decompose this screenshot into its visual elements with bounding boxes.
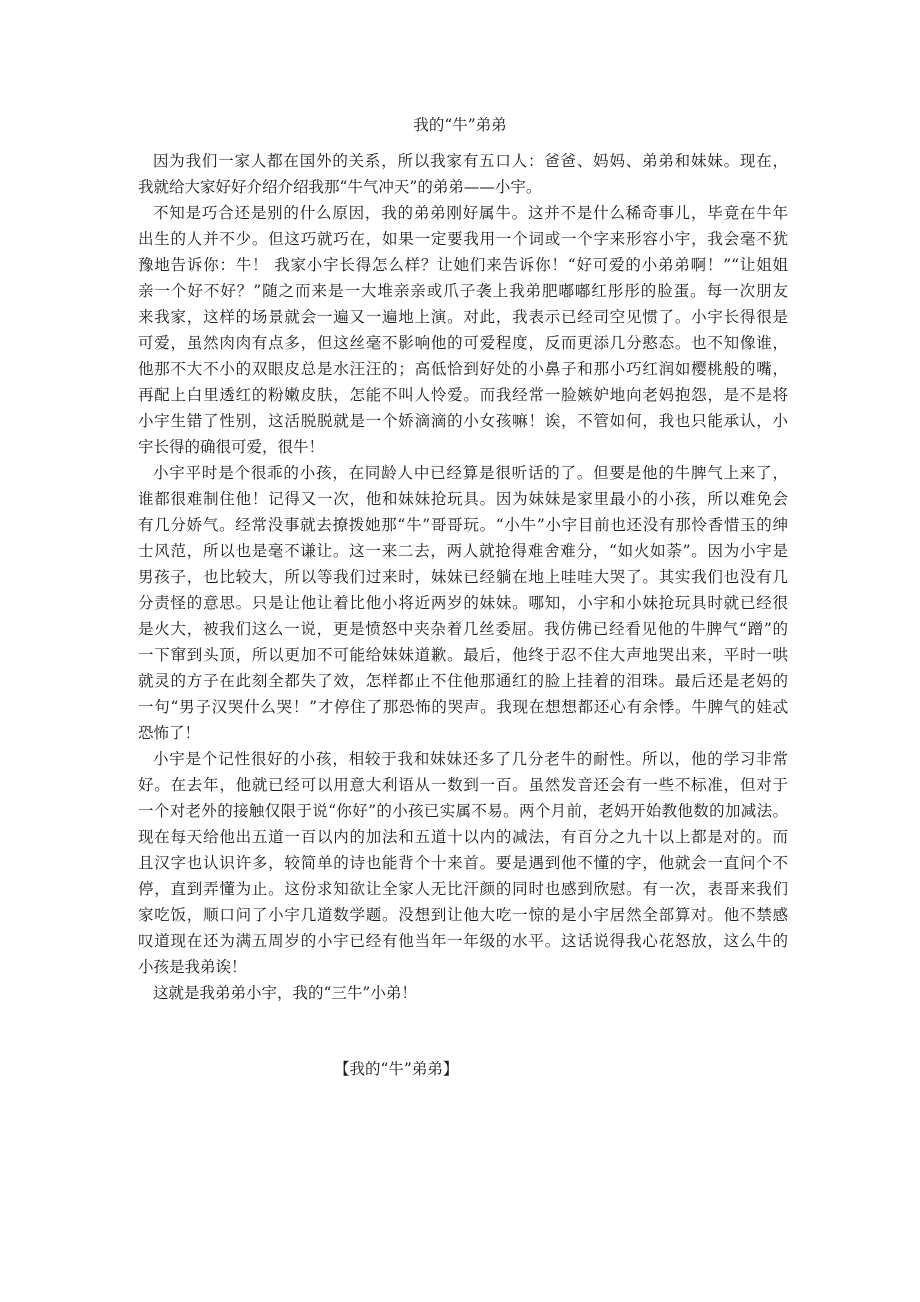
text-line: 再配上白里透红的粉嫩皮肤，怎能不叫人怜爱。而我经常一脸嫉妒地向老妈抱怨，是不是将: [138, 386, 788, 404]
text-line: 且汉字也认识许多，较简单的诗也能背个十来首。要是遇到他不懂的字，他就会一直问个不: [138, 854, 788, 872]
text-line: 来我家，这样的场景就会一遍又一遍地上演。对此，我表示已经司空见惯了。小宇长得很是: [138, 308, 788, 326]
text-line: 宇长得的确很可爱，很牛！: [138, 438, 325, 456]
text-line: 不知是巧合还是别的什么原因，我的弟弟刚好属牛。这并不是什么稀奇事儿，毕竟在牛年: [153, 204, 788, 222]
text-line: 豫地告诉你：牛！ 我家小宇长得怎么样？让她们来告诉你！“好可爱的小弟弟啊！”“让姐姐: [138, 256, 788, 274]
text-line: 出生的人并不少。但这巧就巧在，如果一定要我用一个词或一个字来形容小宇，我会毫不犹: [138, 230, 788, 248]
text-line: 这就是我弟弟小宇，我的“三牛”小弟！: [153, 984, 417, 1002]
text-line: 是火大，被我们这么一说，更是愤怒中夹杂着几丝委屈。我仿佛已经看见他的牛脾气“蹭”的: [138, 620, 788, 638]
text-line: 一下窜到头顶，所以更加不可能给妹妹道歉。最后，他终于忍不住大声地哭出来，平时一哄: [138, 646, 788, 664]
text-line: 男孩子，也比较大，所以等我们过来时，妹妹已经躺在地上哇哇大哭了。其实我们也没有几: [138, 568, 788, 586]
text-line: 小宇生错了性别，这活脱脱就是一个娇滴滴的小女孩嘛！诶，不管如何，我也只能承认，小: [138, 412, 788, 430]
text-line: 他那不大不小的双眼皮总是水汪汪的；高低恰到好处的小鼻子和那小巧红润如樱桃般的嘴，: [138, 360, 788, 378]
text-line: 小宇是个记性很好的小孩，相较于我和妹妹还多了几分老牛的耐性。所以，他的学习非常: [153, 750, 788, 768]
text-line: 小宇平时是个很乖的小孩，在同龄人中已经算是很听话的了。但要是他的牛脾气上来了，: [153, 464, 788, 482]
text-line: 小孩是我弟诶！: [138, 958, 247, 976]
text-line: 一个对老外的接触仅限于说“你好”的小孩已实属不易。两个月前，老妈开始教他数的加减法。: [138, 802, 788, 820]
text-line: 亲一个好不好？”随之而来是一大堆亲亲或爪子袭上我弟肥嘟嘟红彤彤的脸蛋。每一次朋友: [138, 282, 788, 300]
text-line: 士风范，所以也是毫不谦让。这一来二去，两人就抢得难舍难分，“如火如荼”。因为小宇是: [138, 542, 788, 560]
text-line: 谁都很难制住他！记得又一次，他和妹妹抢玩具。因为妹妹是家里最小的小孩，所以难免会: [138, 490, 788, 508]
text-line: 就灵的方子在此刻全都失了效，怎样都止不住他那通红的脸上挂着的泪珠。最后还是老妈的: [138, 672, 788, 690]
text-line: 分责怪的意思。只是让他让着比他小将近两岁的妹妹。哪知，小宇和小妹抢玩具时就已经很: [138, 594, 788, 612]
text-line: 现在每天给他出五道一百以内的加法和五道十以内的减法，有百分之九十以上都是对的。而: [138, 828, 788, 846]
text-line: 我就给大家好好介绍介绍我那“牛气冲天”的弟弟——小宇。: [138, 178, 542, 196]
text-line: 有几分娇气。经常没事就去撩拨她那“牛”哥哥玩。“小牛”小宇目前也还没有那怜香惜玉的绅: [138, 516, 788, 534]
document-title: 我的“牛”弟弟: [413, 116, 507, 134]
text-line: 叹道现在还为满五周岁的小宇已经有他当年一年级的水平。这话说得我心花怒放，这么牛的: [138, 932, 788, 950]
text-line: 一句“男子汉哭什么哭！”才停住了那恐怖的哭声。我现在想想都还心有余悸。牛脾气的娃忒: [138, 698, 788, 716]
footer-title: 【我的“牛”弟弟】: [334, 1060, 459, 1078]
text-line: 好。在去年，他就已经可以用意大利语从一数到一百。虽然发音还会有一些不标准，但对于: [138, 776, 788, 794]
text-line: 因为我们一家人都在国外的关系，所以我家有五口人：爸爸、妈妈、弟弟和妹妹。现在，: [153, 152, 788, 170]
text-line: 可爱，虽然肉肉有点多，但这丝毫不影响他的可爱程度，反而更添几分憨态。也不知像谁，: [138, 334, 788, 352]
text-line: 停，直到弄懂为止。这份求知欲让全家人无比汗颜的同时也感到欣慰。有一次，表哥来我们: [138, 880, 788, 898]
document-body: [138, 148, 788, 1006]
text-line: 家吃饭，顺口问了小宇几道数学题。没想到让他大吃一惊的是小宇居然全部算对。他不禁感: [138, 906, 788, 924]
text-line: 恐怖了！: [138, 724, 201, 742]
